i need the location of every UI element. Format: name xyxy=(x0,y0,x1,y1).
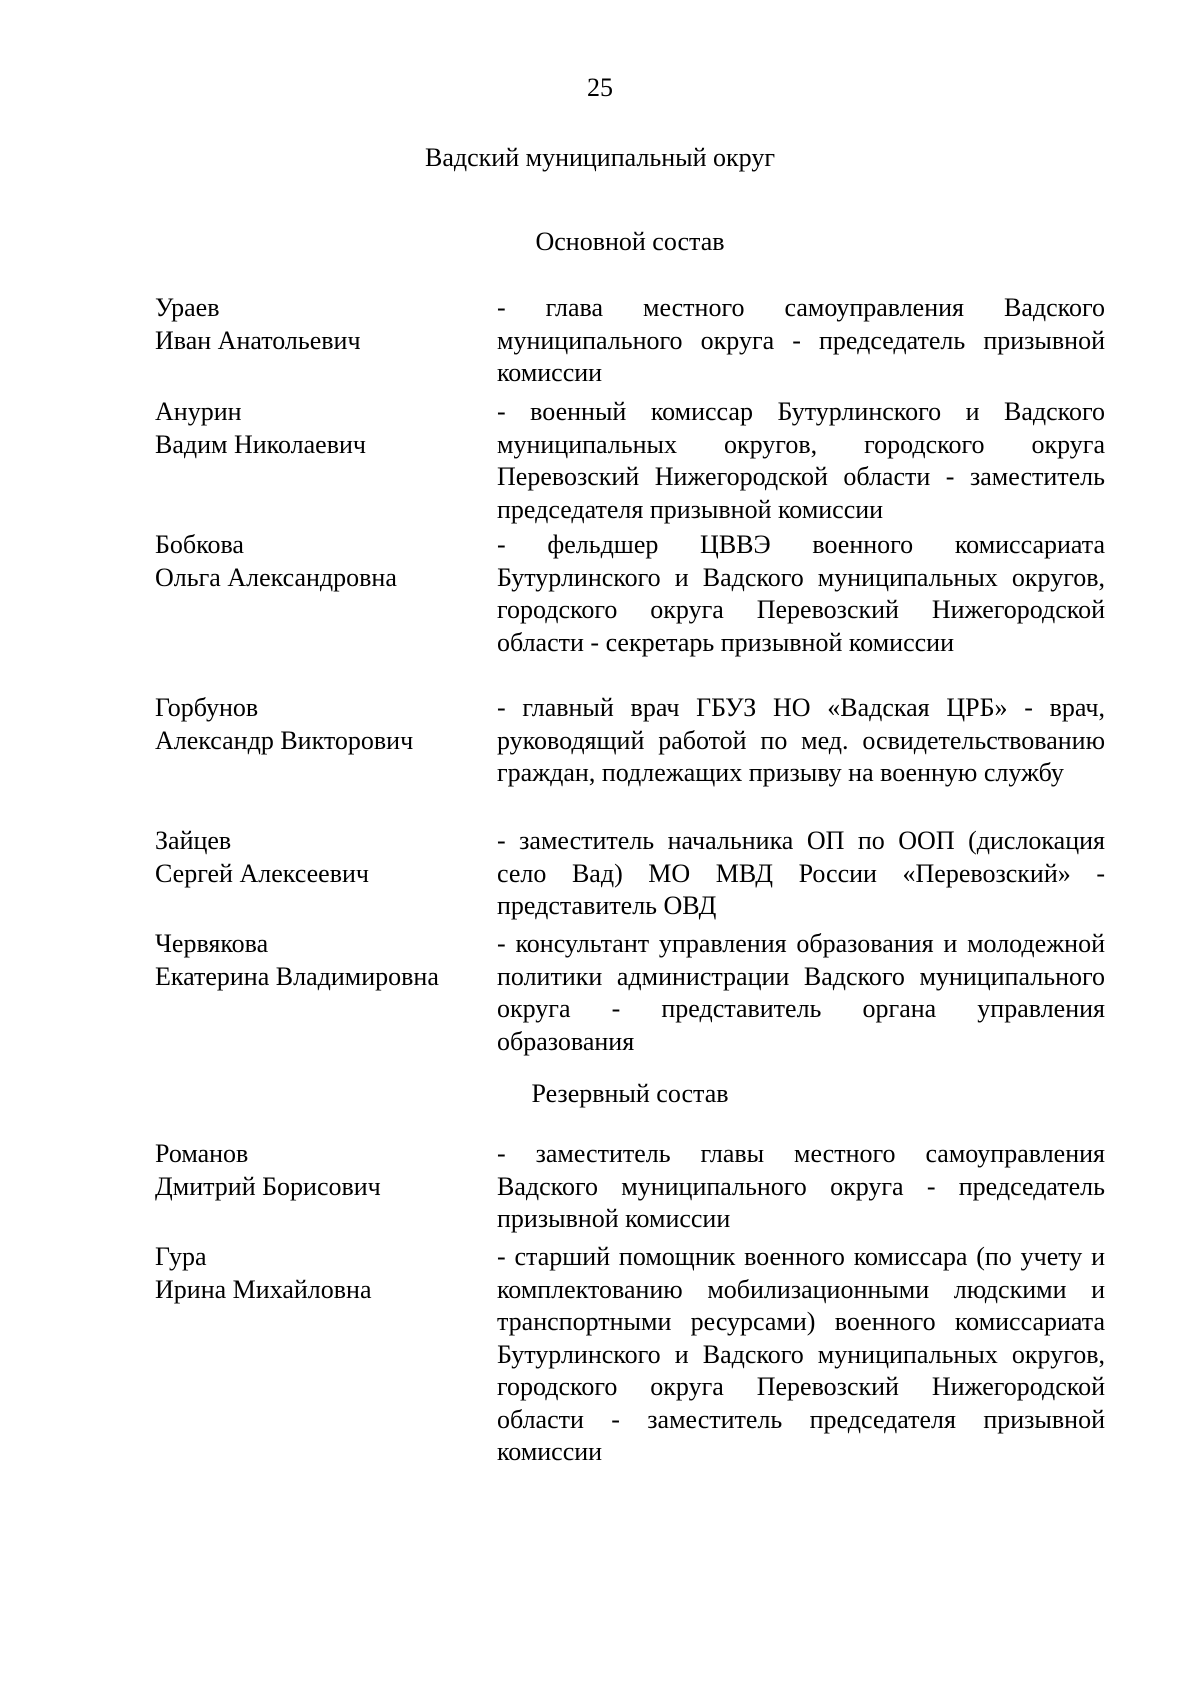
main-composition-heading: Основной состав xyxy=(535,227,725,256)
member-role: - старший помощник военного комиссара (по учету и комплектованию мобилизационными людскими и транспортными ресурсами) военного комиссариата Бутурлинского и Вадского муниципальных округов, городского округа Перевозский Нижегородской области - заместитель председателя призывной комиссии xyxy=(497,1242,1105,1466)
member-given-names: Ольга Александровна xyxy=(155,562,397,592)
member-name xyxy=(155,292,497,390)
member-role: - главный врач ГБУЗ НО «Вадская ЦРБ» - врач, руководящий работой по мед. освидетельствованию граждан, подлежащих призыву на военную службу xyxy=(497,693,1105,787)
member-name xyxy=(155,692,497,790)
member-given-names: Вадим Николаевич xyxy=(155,429,366,459)
district-title: Вадский муниципальный округ xyxy=(425,143,775,172)
member-given-names: Сергей Алексеевич xyxy=(155,858,369,888)
member-name xyxy=(155,529,497,659)
member-entry-gura xyxy=(155,1241,1105,1469)
member-surname: Червякова xyxy=(155,929,269,958)
member-name xyxy=(155,825,497,923)
member-entry-bobkova xyxy=(155,529,1105,659)
member-role: - фельдшер ЦВВЭ военного комиссариата Бутурлинского и Вадского муниципальных округов, городского округа Перевозский Нижегородской области - секретарь призывной комиссии xyxy=(497,530,1105,657)
member-role: - глава местного самоуправления Вадского муниципального округа - председатель призывной комиссии xyxy=(497,293,1105,387)
reserve-composition-heading: Резервный состав xyxy=(531,1079,729,1108)
member-given-names: Иван Анатольевич xyxy=(155,325,361,355)
member-surname: Горбунов xyxy=(155,693,259,722)
member-name xyxy=(155,1138,497,1236)
member-surname: Зайцев xyxy=(155,826,232,855)
member-surname: Анурин xyxy=(155,397,242,426)
member-role: - заместитель главы местного самоуправления Вадского муниципального округа - председатель призывной комиссии xyxy=(497,1139,1105,1233)
member-given-names: Дмитрий Борисович xyxy=(155,1171,381,1201)
member-entry-chervyakova xyxy=(155,928,1105,1058)
member-entry-gorbunov xyxy=(155,692,1105,790)
member-entry-anurin xyxy=(155,396,1105,526)
member-given-names: Ирина Михайловна xyxy=(155,1274,372,1304)
page-number: 25 xyxy=(587,73,613,102)
member-surname: Романов xyxy=(155,1139,249,1168)
member-name xyxy=(155,928,497,1058)
member-name xyxy=(155,1241,497,1469)
member-surname: Бобкова xyxy=(155,530,244,559)
member-entry-uraev xyxy=(155,292,1105,390)
member-role: - заместитель начальника ОП по ООП (дислокация село Вад) МО МВД России «Перевозский» - представитель ОВД xyxy=(497,826,1105,920)
member-surname: Ураев xyxy=(155,293,220,322)
member-role: - военный комиссар Бутурлинского и Вадского муниципальных округов, городского округа Перевозский Нижегородской области - заместитель председателя призывной комиссии xyxy=(497,397,1105,524)
member-name xyxy=(155,396,497,526)
member-role: - консультант управления образования и молодежной политики администрации Вадского муниципального округа - представитель органа управления образования xyxy=(497,929,1105,1056)
member-entry-romanov xyxy=(155,1138,1105,1236)
member-given-names: Александр Викторович xyxy=(155,725,414,755)
member-given-names: Екатерина Владимировна xyxy=(155,961,439,991)
member-entry-zaitsev xyxy=(155,825,1105,923)
member-surname: Гура xyxy=(155,1242,207,1271)
